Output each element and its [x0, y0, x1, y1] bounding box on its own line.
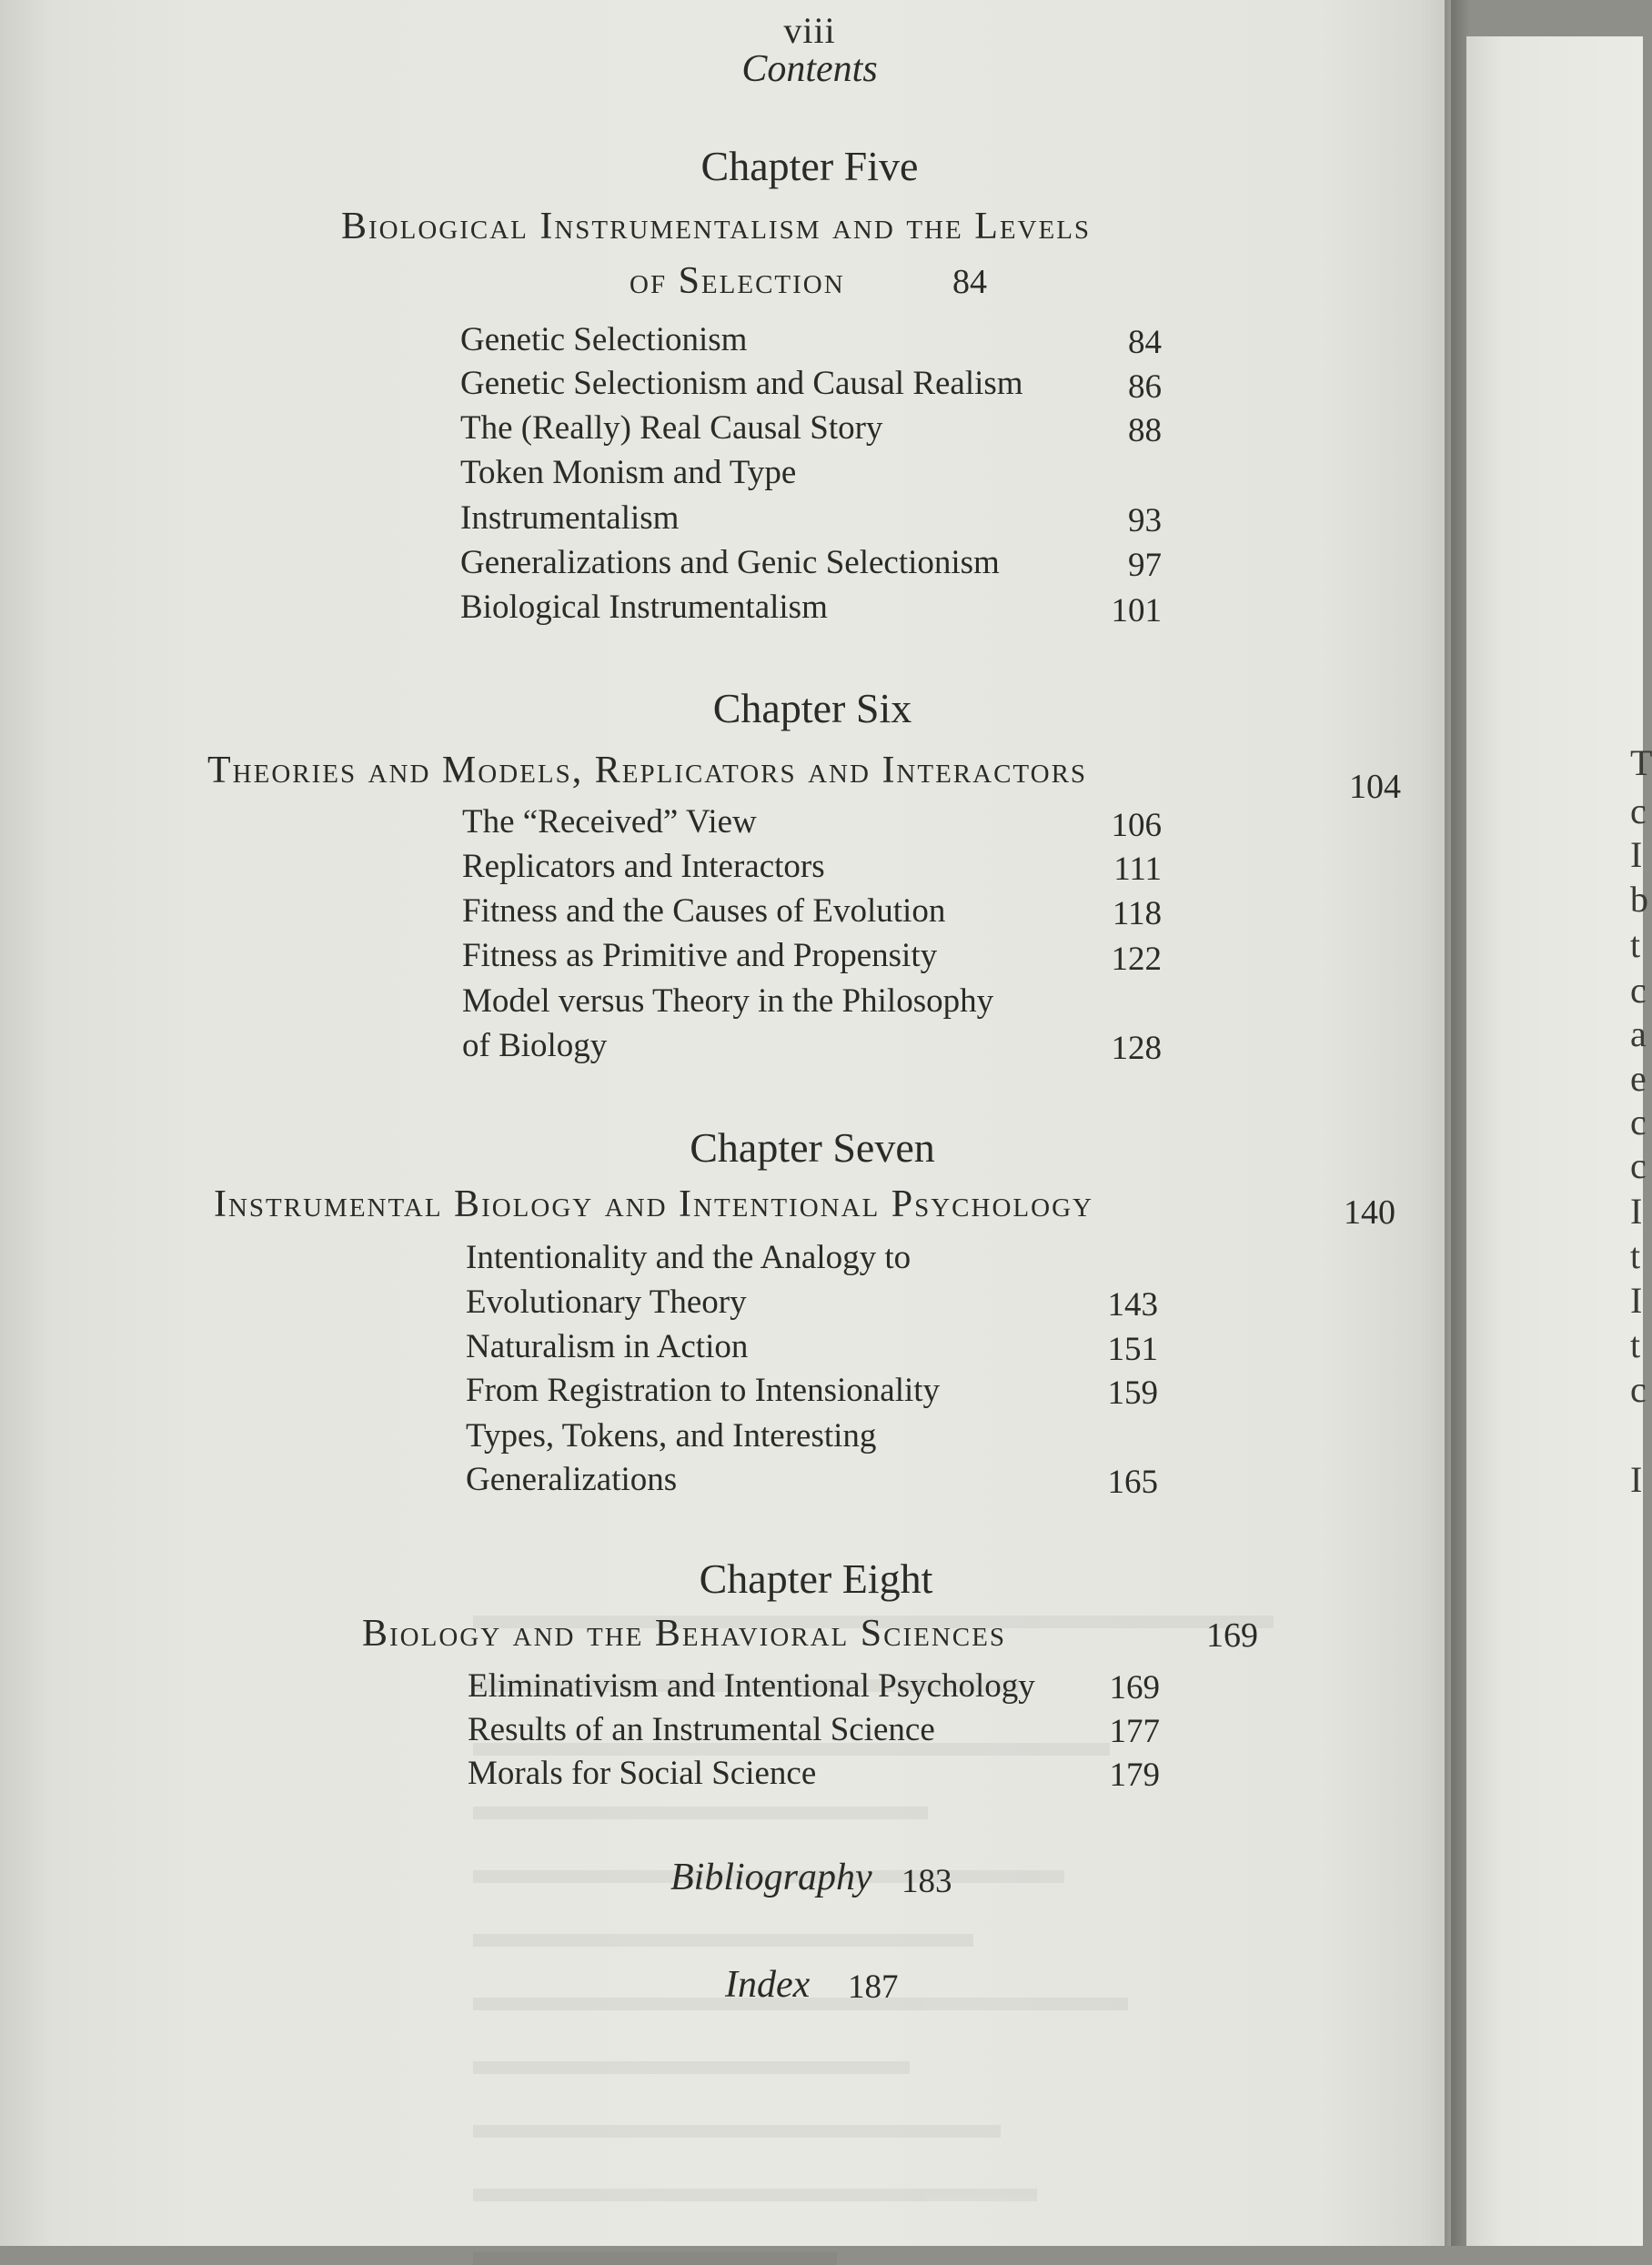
toc-entry: of Biology — [462, 1027, 608, 1064]
adjacent-page-letter: c — [1630, 1369, 1647, 1410]
adjacent-page-letter: t — [1630, 924, 1641, 965]
toc-entry-page: 106 — [1111, 807, 1162, 844]
toc-entry: Fitness as Primitive and Propensity — [462, 937, 938, 974]
page-number: viii — [783, 10, 836, 51]
toc-entry-page: 84 — [1128, 324, 1162, 361]
toc-entry-page: 177 — [1109, 1713, 1160, 1750]
toc-entry: Token Monism and Type — [460, 454, 797, 491]
toc-entry-page: 169 — [1109, 1669, 1160, 1706]
toc-entry-page: 179 — [1109, 1757, 1160, 1794]
chapter-label: Chapter Five — [700, 143, 919, 189]
toc-entry-page: 159 — [1107, 1374, 1158, 1412]
toc-entry-page: 165 — [1107, 1464, 1158, 1501]
index-label: Index — [725, 1964, 811, 2006]
toc-entry: Replicators and Interactors — [462, 848, 825, 885]
adjacent-page-letter: b — [1630, 879, 1648, 920]
adjacent-page-letter: T — [1630, 742, 1652, 783]
toc-entry-page: 93 — [1128, 502, 1162, 539]
adjacent-page-letter: a — [1630, 1013, 1647, 1054]
adjacent-page-letter: I — [1630, 1459, 1643, 1500]
toc-entry: Naturalism in Action — [466, 1328, 749, 1365]
toc-entry: Intentionality and the Analogy to — [466, 1239, 912, 1276]
adjacent-page-letter: I — [1630, 834, 1643, 875]
toc-entry: Generalizations and Genic Selectionism — [460, 544, 1000, 581]
adjacent-page-letter: t — [1630, 1235, 1641, 1276]
adjacent-page-letter: c — [1630, 790, 1647, 831]
toc-entry-page: 118 — [1112, 895, 1162, 932]
toc-entry-page: 143 — [1107, 1286, 1158, 1324]
toc-entry-page: 128 — [1111, 1030, 1162, 1067]
toc-entry-page: 86 — [1128, 368, 1162, 406]
toc-entry-page: 88 — [1128, 412, 1162, 449]
toc-entry: Genetic Selectionism and Causal Realism — [460, 365, 1023, 402]
toc-entry-page: 151 — [1107, 1331, 1158, 1368]
toc-entry: The “Received” View — [462, 803, 757, 841]
toc-entry: Types, Tokens, and Interesting — [466, 1417, 877, 1455]
adjacent-page-letter: c — [1630, 1102, 1647, 1143]
adjacent-page-letter: e — [1630, 1058, 1647, 1099]
toc-entry: Evolutionary Theory — [466, 1284, 747, 1321]
toc-entry-page: 101 — [1111, 592, 1162, 629]
chapter-title: Biological Instrumentalism and the Levels — [341, 206, 1092, 247]
chapter-label: Chapter Seven — [690, 1124, 935, 1171]
page-title: Contents — [741, 48, 878, 90]
chapter-title: Theories and Models, Replicators and Interactors — [207, 750, 1088, 791]
toc-entry: Generalizations — [466, 1461, 678, 1498]
chapter-title-continued: of Selection — [630, 260, 845, 302]
toc-entry: Fitness and the Causes of Evolution — [462, 892, 946, 930]
toc-entry: Genetic Selectionism — [460, 321, 748, 358]
adjacent-page-letter: c — [1630, 970, 1647, 1011]
bibliography-page-number: 183 — [902, 1863, 952, 1900]
chapter-page-number: 140 — [1344, 1193, 1395, 1232]
toc-entry: Morals for Social Science — [468, 1755, 817, 1792]
toc-entry: Biological Instrumentalism — [460, 589, 828, 626]
toc-entry-page: 97 — [1128, 547, 1162, 584]
toc-entry-page: 111 — [1113, 851, 1162, 888]
chapter-label: Chapter Six — [712, 685, 912, 731]
adjacent-page-letter: c — [1630, 1145, 1647, 1186]
adjacent-page-letter: I — [1630, 1191, 1643, 1232]
chapter-label: Chapter Eight — [699, 1555, 933, 1602]
chapter-page-number: 104 — [1349, 768, 1401, 806]
index-page-number: 187 — [848, 1968, 899, 2006]
chapter-title: Instrumental Biology and Intentional Psychology — [214, 1183, 1093, 1225]
toc-entry: Results of an Instrumental Science — [468, 1711, 935, 1748]
toc-entry: Model versus Theory in the Philosophy — [462, 982, 994, 1020]
toc-entry-page: 122 — [1111, 941, 1162, 978]
chapter-page-number: 84 — [952, 263, 987, 301]
toc-entry: Eliminativism and Intentional Psychology — [468, 1667, 1035, 1705]
chapter-page-number: 169 — [1206, 1616, 1258, 1655]
chapter-title: Biology and the Behavioral Sciences — [362, 1613, 1006, 1655]
toc-entry: From Registration to Intensionality — [466, 1372, 941, 1409]
toc-entry: The (Really) Real Causal Story — [460, 409, 883, 447]
adjacent-page-letter: I — [1630, 1280, 1643, 1321]
toc-entry: Instrumentalism — [460, 499, 680, 537]
bibliography-label: Bibliography — [670, 1857, 872, 1898]
adjacent-page-letter: t — [1630, 1324, 1641, 1365]
